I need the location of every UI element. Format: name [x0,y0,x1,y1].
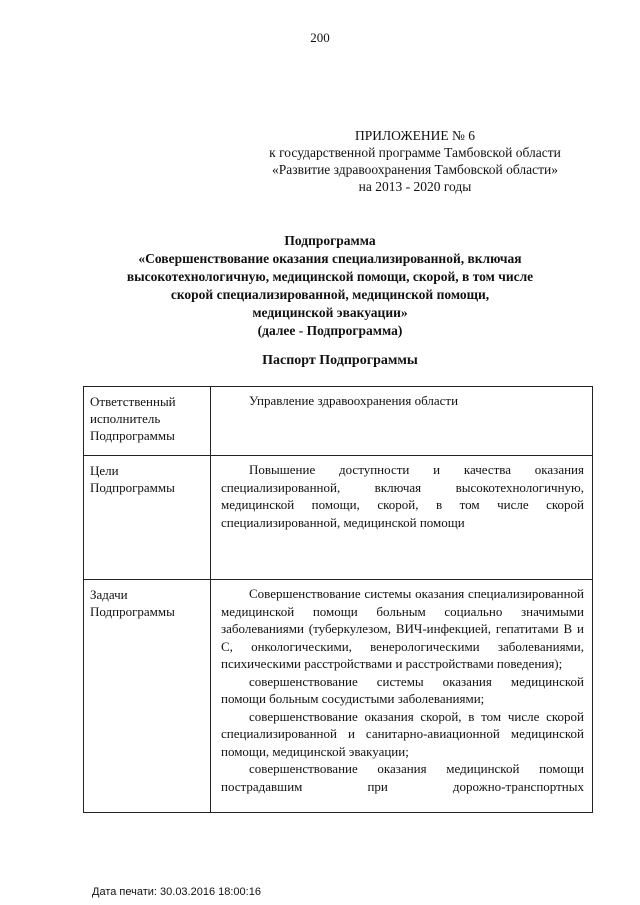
passport-table [83,386,593,813]
table-row [84,580,593,813]
page-number: 200 [310,30,330,45]
table-row [84,387,593,456]
responsible-executor-value [211,387,593,456]
appendix-years: на 2013 - 2020 годы [358,179,472,194]
task-paragraph: совершенствование оказания скорой, в том числе скорой специализированной и санитарно-авиационной медицинской помощи, медицинской эвакуации; [221,708,584,759]
goals-value [211,456,593,580]
subprogram-heading-line: Подпрограмма [284,233,376,248]
task-paragraph: совершенствование системы оказания медицинской помощи больным сосудистыми заболеваниями; [221,673,584,706]
table-row [84,456,593,580]
tasks-value [211,580,593,813]
goals-label: Цели Подпрограммы [84,456,211,580]
appendix-program-name: «Развитие здравоохранения Тамбовской области» [271,162,558,177]
responsible-executor-text: Управление здравоохранения области [249,393,459,408]
appendix-header [230,127,600,195]
subprogram-heading [60,232,600,340]
subprogram-heading-line: «Совершенствование оказания специализированной, включая [138,251,522,266]
task-paragraph: совершенствование оказания медицинской помощи пострадавшим при дорожно-транспортных [221,761,584,794]
task-paragraph: Совершенствование системы оказания специализированной медицинской помощи больным социально значимыми заболеваниями (туберкулезом, ВИЧ-инфекцией, гепатитами В и С, онкологическими, венерологическими заболеваниями, психическими расстройствами и расстройствами поведения); [221,586,584,671]
passport-title: Паспорт Подпрограммы [262,353,418,368]
responsible-executor-label: Ответственный исполнитель Подпрограммы [84,387,211,456]
tasks-label: Задачи Подпрограммы [84,580,211,813]
subprogram-heading-line: медицинской эвакуации» [252,305,408,320]
subprogram-heading-line: скорой специализированной, медицинской помощи, [170,287,490,302]
subprogram-heading-line: (далее - Подпрограмма) [257,323,403,338]
print-date-footer: Дата печати: 30.03.2016 18:00:16 [92,886,261,898]
appendix-number: ПРИЛОЖЕНИЕ № 6 [354,128,476,143]
subprogram-heading-line: высокотехнологичную, медицинской помощи, скорой, в том числе [126,269,534,284]
goals-text: Повышение доступности и качества оказания специализированной, включая высокотехнологичную, медицинской помощи, скорой, в том числе скорой специализированной, медицинской помощи [221,462,584,530]
appendix-program-ref: к государственной программе Тамбовской области [269,145,561,160]
